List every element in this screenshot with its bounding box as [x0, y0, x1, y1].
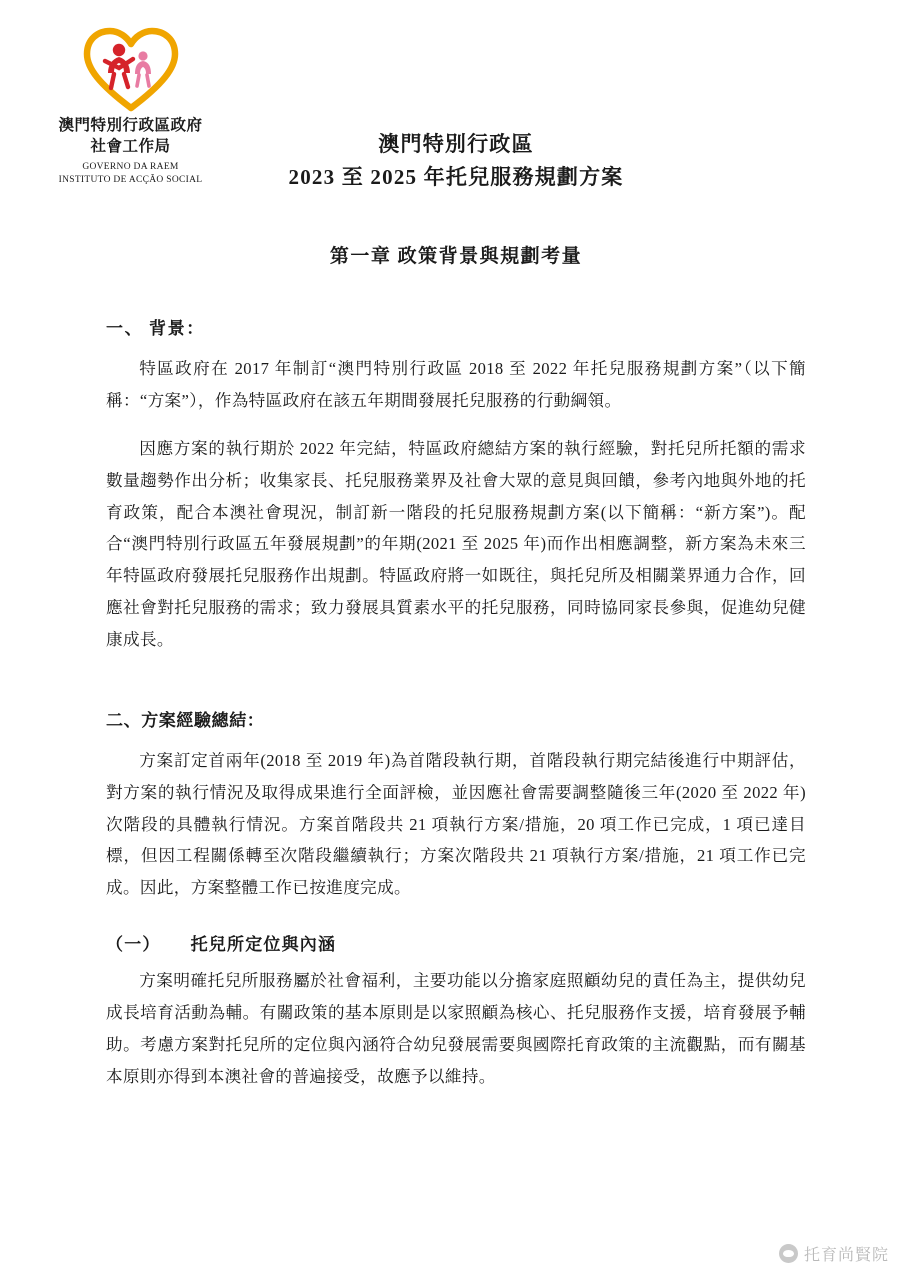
subsection-title: 托兒所定位與內涵	[190, 935, 337, 955]
section-heading-background: 一、 背景：	[106, 319, 205, 339]
watermark-text: 托育尚賢院	[803, 1247, 889, 1264]
chapter-heading: 第一章 政策背景與規劃考量	[329, 246, 583, 268]
document-body	[106, 128, 806, 1109]
watermark	[779, 1242, 889, 1265]
document-title-line-2: 2023 至 2025 年托兒服務規劃方案	[288, 164, 624, 189]
figure-pink	[135, 51, 151, 86]
subsection-heading-positioning	[106, 930, 806, 955]
logo-org-name-pt-line2: INSTITUTO DE ACÇÃO SOCIAL	[58, 174, 203, 185]
paragraph: 方案訂定首兩年(2018 至 2019 年)為首階段執行期，首階段執行期完結後進行中期評估，對方案的執行情況及取得成果進行全面評檢，並因應社會需要調整隨後三年(2020 至 2022 年)次階段的具體執行情況。方案首階段共 21 項執行方案/措施，20 項工作已完成，1 項已達目標，但因工程關係轉至次階段繼續執行；方案次階段共 21 項執行方案/措施，21 項工作已完成。因此，方案整體工作已按進度完成。	[106, 750, 806, 898]
document-title-line-1: 澳門特別行政區	[378, 132, 534, 156]
logo-org-name-cn-line2: 社會工作局	[90, 137, 171, 155]
paragraph: 特區政府在 2017 年制訂“澳門特別行政區 2018 至 2022 年托兒服務規劃方案”（以下簡稱：“方案”），作為特區政府在該五年期間發展托兒服務的行動綱領。	[106, 359, 806, 410]
heart-with-figures-logo	[81, 22, 181, 108]
heart-icon	[81, 26, 181, 112]
section-heading-summary: 二、方案經驗總結：	[106, 710, 265, 730]
paragraph: 方案明確托兒所服務屬於社會福利，主要功能以分擔家庭照顧幼兒的責任為主，提供幼兒成長培育活動為輔。有關政策的基本原則是以家照顧為核心、托兒服務作支援，培育發展予輔助。考慮方案對托兒所的定位與內涵符合幼兒發展需要與國際托育政策的主流觀點，而有關基本原則亦得到本澳社會的普遍接受，故應予以維持。	[106, 971, 806, 1086]
figure-red	[105, 44, 133, 88]
logo-org-name-cn-line1: 澳門特別行政區政府	[58, 117, 203, 134]
paragraph: 因應方案的執行期於 2022 年完結，特區政府總結方案的執行經驗，對托兒所托額的需求數量趨勢作出分析；收集家長、托兒服務業界及社會大眾的意見與回饋，參考內地與外地的托育政策，配合本澳社會現況，制訂新一階段的托兒服務規劃方案(以下簡稱：“新方案”)。配合“澳門特別行政區五年發展規劃”的年期(2021 至 2025 年)而作出相應調整，新方案為未來三年特區政府發展托兒服務作出規劃。特區政府將一如既往，與托兒所及相關業界通力合作，回應社會對托兒服務的需求；致力發展具質素水平的托兒服務，同時協同家長參與，促進幼兒健康成長。	[106, 438, 806, 649]
subsection-number: （一）	[106, 935, 161, 955]
logo-org-name-pt-line1: GOVERNO DA RAEM	[82, 161, 179, 172]
weibo-icon	[779, 1244, 798, 1263]
